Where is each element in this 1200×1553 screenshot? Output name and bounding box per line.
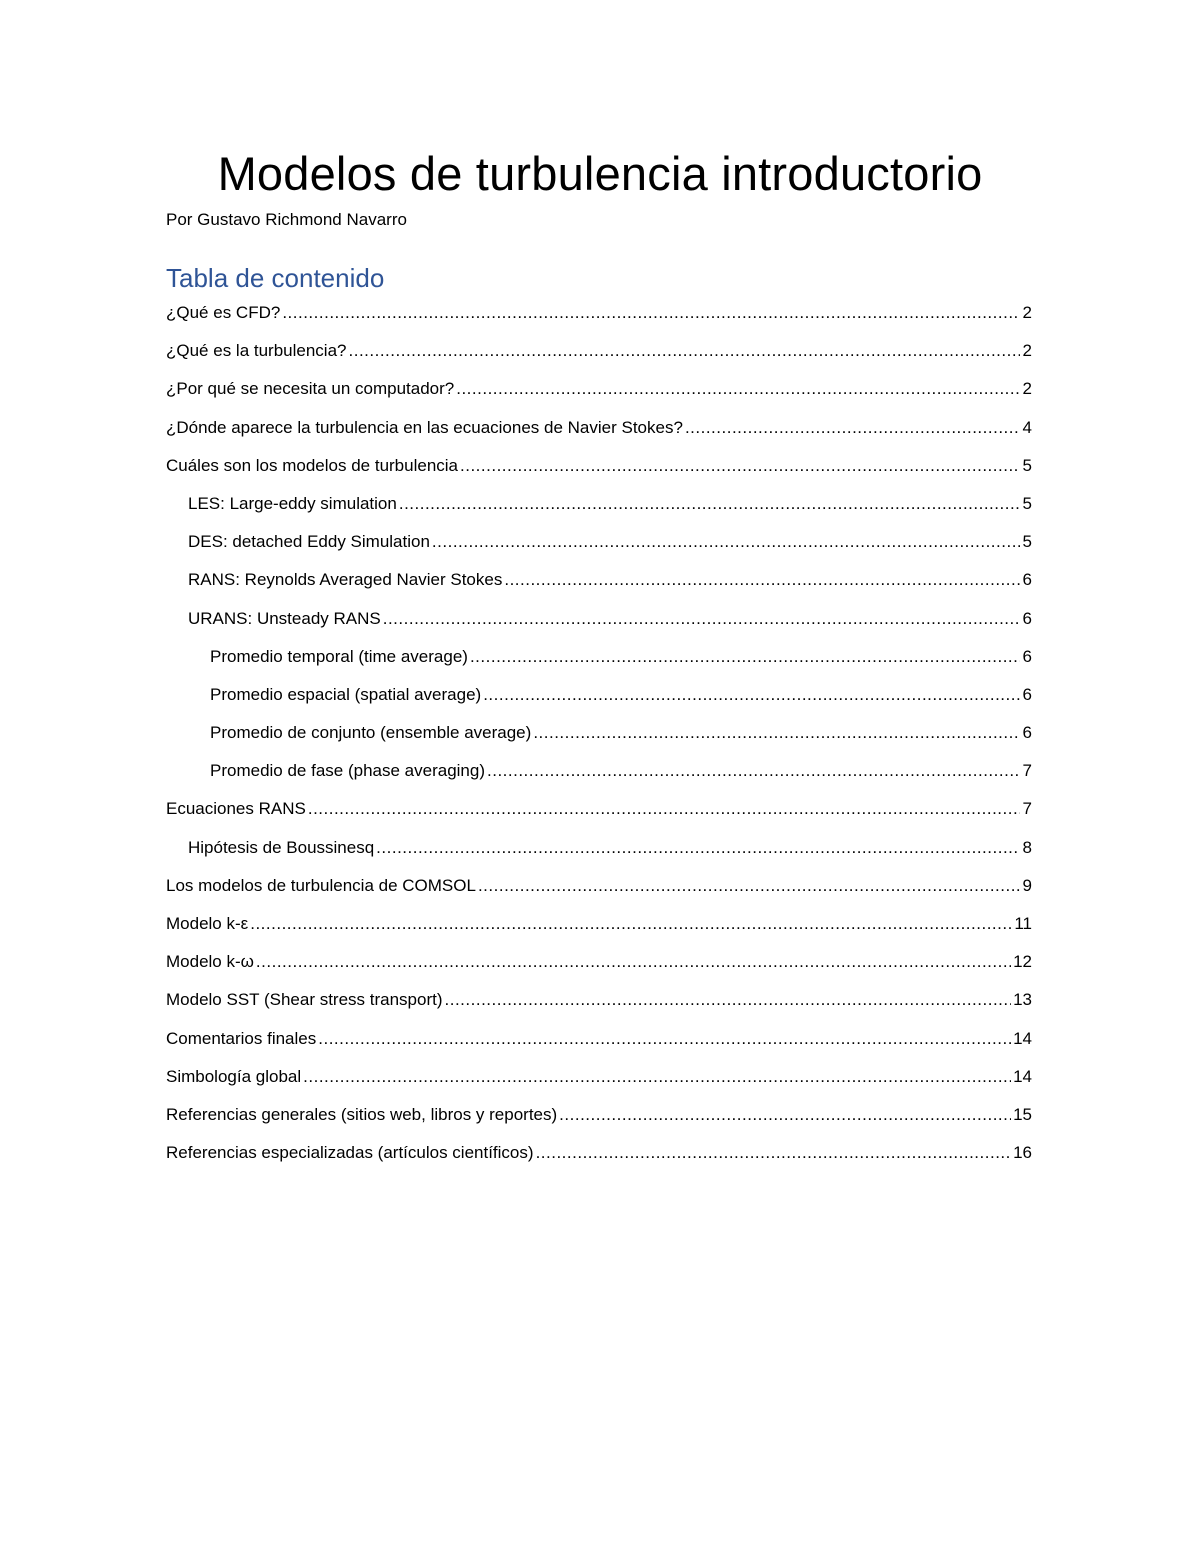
toc-entry-title: Ecuaciones RANS — [166, 799, 306, 819]
toc-entry[interactable] — [166, 529, 1032, 567]
toc-entry-page-number: 5 — [1022, 532, 1032, 552]
toc-entry-title: RANS: Reynolds Averaged Navier Stokes — [188, 570, 503, 590]
toc-entry-page-number: 5 — [1022, 455, 1032, 475]
toc-dot-leader — [383, 606, 1020, 632]
toc-dot-leader — [376, 835, 1020, 861]
toc-entry-title: Promedio de conjunto (ensemble average) — [210, 723, 532, 743]
toc-entry-title: Modelo k-ε — [166, 914, 249, 933]
toc-entry[interactable] — [166, 567, 1032, 605]
toc-entry[interactable] — [166, 949, 1032, 987]
toc-dot-leader — [685, 415, 1020, 441]
toc-entry[interactable] — [166, 835, 1032, 873]
toc-entry[interactable] — [166, 873, 1032, 911]
toc-entry[interactable] — [166, 644, 1032, 682]
table-of-contents — [166, 300, 1032, 1178]
toc-dot-leader — [349, 338, 1021, 364]
toc-dot-leader — [303, 1064, 1011, 1090]
toc-entry-title: DES: detached Eddy Simulation — [188, 532, 430, 552]
toc-entry-page-number: 9 — [1022, 875, 1032, 895]
toc-dot-leader — [559, 1102, 1011, 1128]
toc-entry[interactable] — [166, 720, 1032, 758]
toc-dot-leader — [483, 682, 1020, 708]
toc-entry-page-number: 6 — [1022, 646, 1032, 666]
toc-entry-title: Simbología global — [166, 1066, 302, 1086]
toc-entry-title: Modelo k-ω — [166, 952, 254, 972]
toc-dot-leader — [460, 453, 1020, 479]
toc-entry[interactable] — [166, 338, 1032, 376]
toc-entry-title: ¿Qué es la turbulencia? — [166, 341, 347, 361]
toc-entry[interactable] — [166, 606, 1032, 644]
toc-entry-page-number: 2 — [1022, 303, 1032, 322]
toc-heading: Tabla de contenido — [166, 263, 385, 293]
toc-entry-title: Referencias generales (sitios web, libros y reportes) — [166, 1104, 558, 1124]
toc-entry[interactable] — [166, 1140, 1032, 1178]
toc-entry-page-number: 14 — [1013, 1066, 1032, 1086]
toc-dot-leader — [308, 796, 1020, 822]
toc-entry-page-number: 4 — [1022, 417, 1032, 437]
document-title: Modelos de turbulencia introductorio — [217, 147, 983, 200]
toc-dot-leader — [504, 567, 1020, 593]
toc-entry-page-number: 15 — [1013, 1104, 1032, 1124]
toc-dot-leader — [456, 376, 1020, 402]
toc-entry-title: ¿Dónde aparece la turbulencia en las ecuaciones de Navier Stokes? — [166, 417, 683, 437]
toc-entry-title: Hipótesis de Boussinesq — [188, 837, 375, 857]
toc-entry-page-number: 12 — [1013, 952, 1032, 972]
toc-entry-page-number: 2 — [1022, 341, 1032, 361]
toc-entry-page-number: 11 — [1014, 914, 1032, 933]
toc-entry-page-number: 13 — [1013, 990, 1032, 1010]
toc-dot-leader — [432, 529, 1020, 555]
toc-entry-page-number: 7 — [1022, 799, 1032, 819]
toc-dot-leader — [399, 491, 1020, 517]
toc-dot-leader — [282, 300, 1020, 326]
toc-entry-title: URANS: Unsteady RANS — [188, 608, 381, 628]
toc-entry-page-number: 16 — [1013, 1143, 1032, 1163]
toc-entry-title: LES: Large-eddy simulation — [188, 493, 397, 513]
toc-dot-leader — [487, 758, 1020, 784]
toc-dot-leader — [470, 644, 1020, 670]
toc-entry-page-number: 5 — [1022, 493, 1032, 513]
toc-entry-title: Promedio espacial (spatial average) — [210, 684, 482, 704]
toc-entry[interactable] — [166, 1102, 1032, 1140]
toc-entry[interactable] — [166, 758, 1032, 796]
toc-dot-leader — [256, 949, 1011, 975]
toc-entry[interactable] — [166, 796, 1032, 834]
toc-entry-page-number: 14 — [1013, 1028, 1032, 1048]
toc-entry-title: Modelo SST (Shear stress transport) — [166, 990, 443, 1010]
toc-dot-leader — [533, 720, 1020, 746]
toc-entry[interactable] — [166, 415, 1032, 453]
toc-entry[interactable] — [166, 1026, 1032, 1064]
toc-entry[interactable] — [166, 911, 1032, 949]
toc-entry-page-number: 6 — [1022, 570, 1032, 590]
toc-entry-title: Cuáles son los modelos de turbulencia — [166, 455, 459, 475]
toc-dot-leader — [318, 1026, 1011, 1052]
toc-entry-page-number: 6 — [1022, 608, 1032, 628]
toc-entry[interactable] — [166, 682, 1032, 720]
document-author: Por Gustavo Richmond Navarro — [166, 210, 407, 229]
toc-entry-title: Promedio temporal (time average) — [210, 646, 468, 666]
toc-entry-title: ¿Por qué se necesita un computador? — [166, 379, 455, 399]
toc-entry[interactable] — [166, 376, 1032, 414]
toc-entry-page-number: 6 — [1022, 723, 1032, 743]
toc-dot-leader — [478, 873, 1020, 899]
toc-entry-title: Comentarios finales — [166, 1028, 317, 1048]
toc-entry-title: Referencias especializadas (artículos científicos) — [166, 1143, 534, 1163]
toc-entry-title: Los modelos de turbulencia de COMSOL — [166, 875, 476, 895]
toc-entry[interactable] — [166, 453, 1032, 491]
toc-entry[interactable] — [166, 491, 1032, 529]
toc-dot-leader — [250, 911, 1012, 937]
toc-entry-title: Promedio de fase (phase averaging) — [210, 761, 485, 781]
toc-entry[interactable] — [166, 300, 1032, 338]
toc-dot-leader — [445, 987, 1012, 1013]
toc-entry-page-number: 6 — [1022, 684, 1032, 704]
toc-entry-page-number: 2 — [1022, 379, 1032, 399]
toc-dot-leader — [536, 1140, 1012, 1166]
toc-entry[interactable] — [166, 987, 1032, 1025]
toc-entry-title: ¿Qué es CFD? — [166, 303, 281, 322]
toc-entry-page-number: 8 — [1022, 837, 1032, 857]
toc-entry[interactable] — [166, 1064, 1032, 1102]
toc-entry-page-number: 7 — [1022, 761, 1032, 781]
